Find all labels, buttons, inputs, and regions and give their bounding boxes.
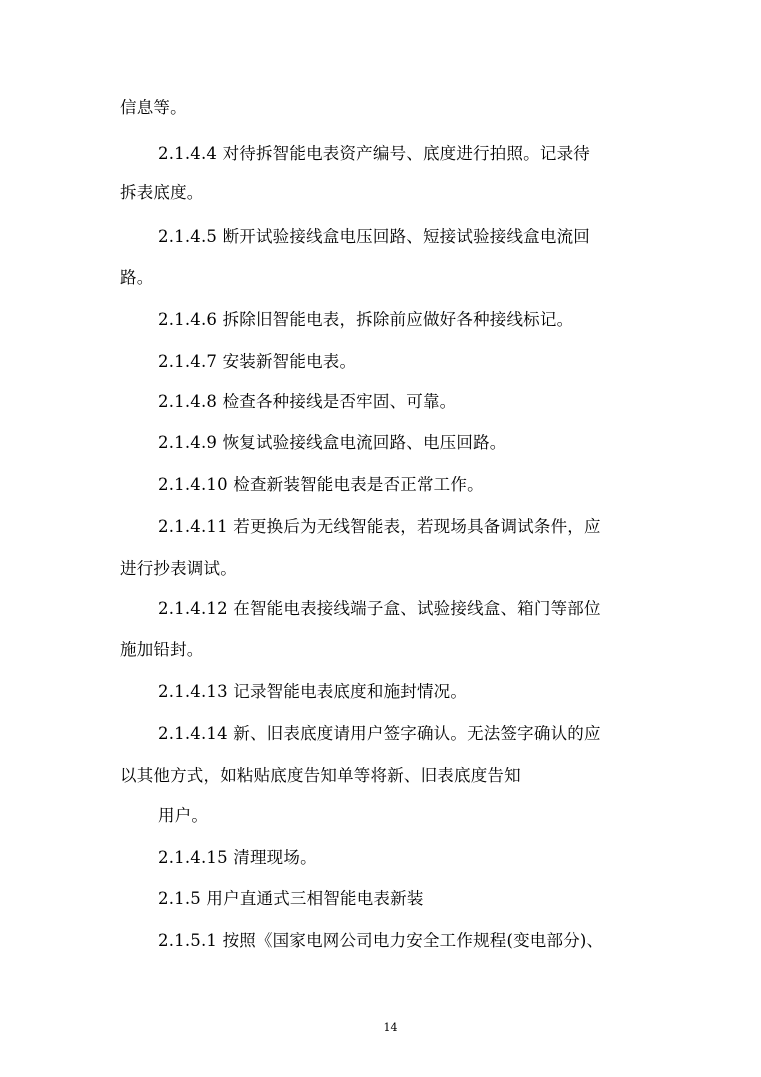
- text-line: 2.1.4.4 对待拆智能电表资产编号、底度进行拍照。记录待: [158, 144, 590, 163]
- text-line: 2.1.4.6 拆除旧智能电表，拆除前应做好各种接线标记。: [158, 310, 574, 329]
- text-line: 信息等。: [120, 98, 187, 117]
- text-line: 以其他方式，如粘贴底度告知单等将新、旧表底度告知: [120, 766, 521, 785]
- text-line: 2.1.5.1 按照《国家电网公司电力安全工作规程(变电部分)、: [158, 931, 604, 950]
- text-line: 2.1.4.13 记录智能电表底度和施封情况。: [158, 682, 468, 701]
- text-line: 2.1.4.14 新、旧表底度请用户签字确认。无法签字确认的应: [158, 724, 601, 743]
- page-number: 14: [383, 1021, 398, 1034]
- text-line: 施加铅封。: [120, 640, 204, 659]
- text-line: 2.1.4.7 安装新智能电表。: [158, 352, 357, 371]
- text-line: 2.1.5 用户直通式三相智能电表新装: [158, 889, 424, 908]
- text-line: 2.1.4.12 在智能电表接线端子盒、试验接线盒、箱门等部位: [158, 599, 601, 618]
- text-line: 进行抄表调试。: [120, 559, 237, 578]
- text-line: 用户。: [158, 806, 209, 825]
- text-line: 拆表底度。: [120, 183, 204, 202]
- text-line: 2.1.4.9 恢复试验接线盒电流回路、电压回路。: [158, 433, 507, 452]
- text-line: 路。: [120, 268, 154, 287]
- text-line: 2.1.4.8 检查各种接线是否牢固、可靠。: [158, 392, 457, 411]
- text-line: 2.1.4.5 断开试验接线盒电压回路、短接试验接线盒电流回: [158, 227, 590, 246]
- text-line: 2.1.4.15 清理现场。: [158, 848, 317, 867]
- text-line: 2.1.4.11 若更换后为无线智能表，若现场具备调试条件，应: [158, 517, 601, 536]
- text-line: 2.1.4.10 检查新装智能电表是否正常工作。: [158, 475, 484, 494]
